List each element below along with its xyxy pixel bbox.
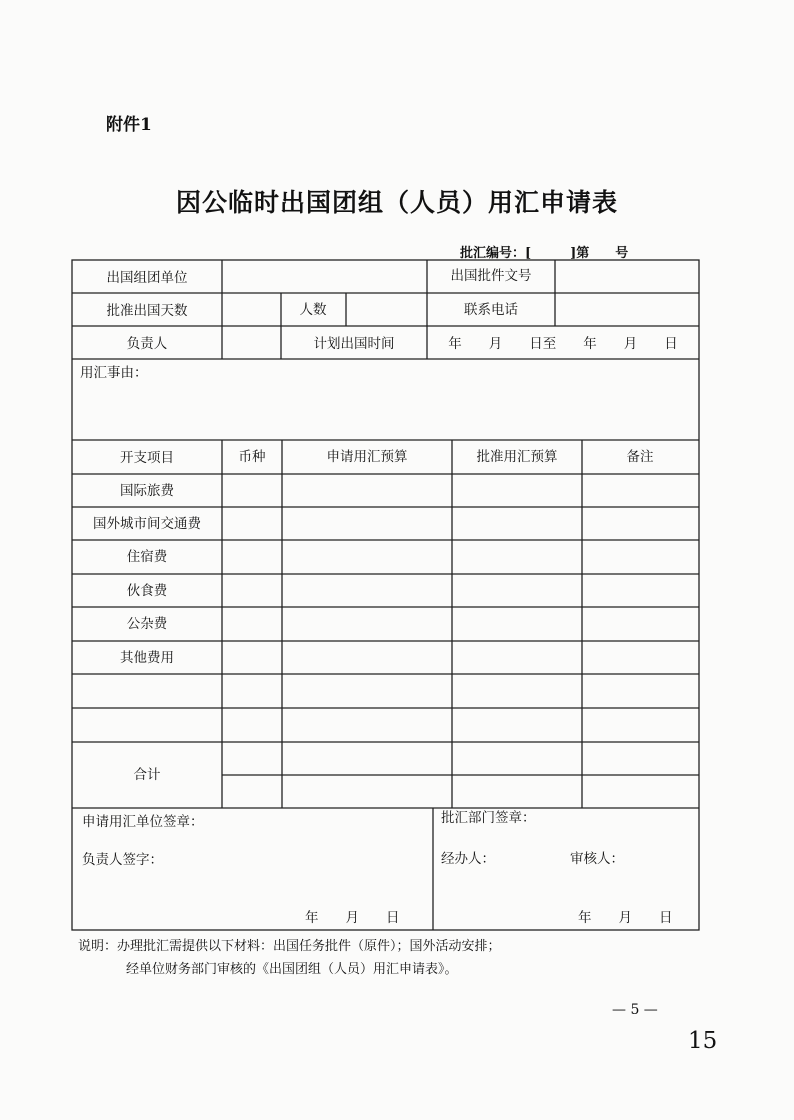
plan-time-label: 计划出国时间 xyxy=(313,336,395,352)
handler-label: 经办人： xyxy=(441,851,495,867)
stamp-number: 15 xyxy=(688,1028,718,1054)
unit-label: 出国组团单位 xyxy=(106,270,188,286)
header-applied-budget: 申请用汇预算 xyxy=(326,449,408,465)
days-label: 批准出国天数 xyxy=(106,303,188,319)
page-title: 因公临时出国团组（人员）用汇申请表 xyxy=(175,188,618,217)
person-label: 负责人 xyxy=(126,336,168,352)
applicant-seal-label: 申请用汇单位签章： xyxy=(82,814,204,830)
attachment-label: 附件1 xyxy=(106,115,152,135)
reviewer-label: 审核人： xyxy=(570,851,624,867)
page-number: — 5 — xyxy=(612,1002,658,1018)
item-other-expenses: 其他费用 xyxy=(120,650,174,666)
date-right: 年 月 日 xyxy=(578,910,673,926)
header-expense-item: 开支项目 xyxy=(120,450,174,466)
note-line-2: 经单位财务部门审核的《出国团组（人员）用汇申请表》。 xyxy=(126,962,458,977)
header-remarks: 备注 xyxy=(626,449,654,465)
approval-number: 批汇编号：[ ]第 号 xyxy=(460,246,629,261)
doc-no-label: 出国批件文号 xyxy=(450,268,532,284)
phone-label: 联系电话 xyxy=(464,302,518,318)
header-approved-budget: 批准用汇预算 xyxy=(476,449,558,465)
date-range: 年 月 日至 年 月 日 xyxy=(448,336,678,352)
item-intercity-transport: 国外城市间交通费 xyxy=(93,516,201,532)
date-left: 年 月 日 xyxy=(305,910,400,926)
item-accommodation: 住宿费 xyxy=(126,549,168,565)
approval-seal-label: 批汇部门签章： xyxy=(441,810,536,826)
item-international-travel: 国际旅费 xyxy=(120,483,174,499)
reason-label: 用汇事由： xyxy=(80,365,148,381)
item-miscellaneous: 公杂费 xyxy=(126,616,168,632)
note-line-1: 说明：办理批汇需提供以下材料：出国任务批件（原件）；国外活动安排； xyxy=(78,939,501,954)
total-label: 合计 xyxy=(133,767,161,783)
header-currency: 币种 xyxy=(238,449,266,465)
item-meals: 伙食费 xyxy=(126,583,168,599)
responsible-sign-label: 负责人签字： xyxy=(82,852,163,868)
people-label: 人数 xyxy=(299,302,327,318)
